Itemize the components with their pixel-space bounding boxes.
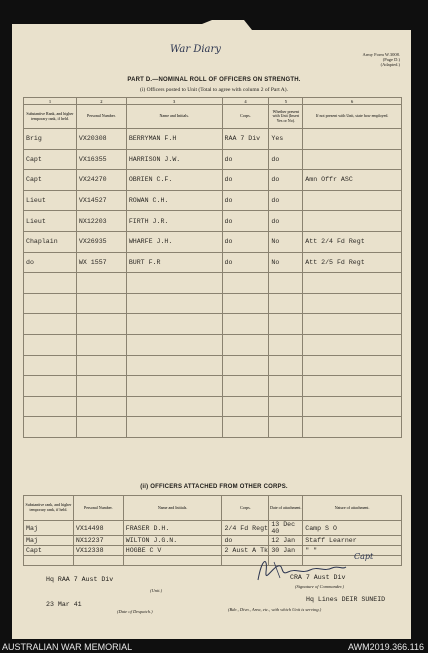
cell-employed [303, 149, 402, 170]
cell-name: WHARFE J.H. [126, 231, 222, 252]
commander-signature [250, 548, 370, 588]
unit-name: Hq RAA 7 Aust Div [46, 576, 114, 583]
cell-corps: do [222, 536, 269, 546]
cell-rank: Brig [24, 129, 77, 150]
cell-date: 12 Jan [269, 536, 303, 546]
part-d-subtitle: (i) Officers posted to Unit (Total to agree with column 2 of Part A). [140, 87, 288, 93]
cell-rank: do [24, 252, 77, 273]
col-header-name: Name and Initials. [123, 496, 222, 521]
table-row [24, 231, 402, 252]
cell-date: 13 Dec 40 [269, 521, 303, 536]
date-caption: (Date of Despatch.) [117, 609, 153, 614]
empty-row [24, 376, 402, 397]
empty-row [24, 314, 402, 335]
cell-number: VX26935 [76, 231, 126, 252]
col-header-corps: Corps. [222, 496, 269, 521]
cell-number: VX24270 [76, 170, 126, 191]
form-number: Army Form W.3008. (Page D.) (Adapted.) [362, 52, 400, 67]
unit-caption: (Unit.) [150, 588, 163, 593]
cell-number: NX12203 [76, 211, 126, 232]
cell-employed [303, 211, 402, 232]
cell-present: do [269, 149, 303, 170]
signature-caption: (Signature of Commander.) [295, 584, 344, 589]
cell-name: BERRYMAN F.H [126, 129, 222, 150]
cell-employed [303, 129, 402, 150]
cell-number: VX16355 [76, 149, 126, 170]
table-row [24, 129, 402, 150]
handwritten-title: War Diary [170, 44, 221, 55]
cell-rank: Maj [24, 521, 74, 536]
cell-date: 30 Jan [269, 546, 303, 556]
cell-nature: Staff Learner [303, 536, 402, 546]
cell-present: No [269, 231, 303, 252]
table-row [24, 536, 402, 546]
cell-name: FIRTH J.R. [126, 211, 222, 232]
col-header-corps: Corps. [222, 105, 269, 129]
despatch-date: 23 Mar 41 [46, 601, 82, 608]
signature-rank: Capt [354, 552, 374, 561]
cell-corps: do [222, 149, 269, 170]
cell-present: No [269, 252, 303, 273]
cell-employed: Att 2/4 Fd Regt [303, 231, 402, 252]
col-number: 6 [303, 98, 402, 105]
col-number: 1 [24, 98, 77, 105]
cell-name: WILTON J.G.N. [123, 536, 222, 546]
cell-rank: Capt [24, 546, 74, 556]
table-row [24, 190, 402, 211]
cell-name: ROWAN C.H. [126, 190, 222, 211]
cell-corps: do [222, 190, 269, 211]
cell-number: VX12338 [73, 546, 123, 556]
cell-rank: Lieut [24, 190, 77, 211]
credit-left: AUSTRALIAN WAR MEMORIAL [2, 642, 133, 652]
part-d-title: PART D.—NOMINAL ROLL OF OFFICERS ON STRENGTH. [127, 77, 301, 83]
col-header-number: Personal Number. [76, 105, 126, 129]
cell-corps: do [222, 211, 269, 232]
cell-present: Yes [269, 129, 303, 150]
cell-corps: 2/4 Fd Regt [222, 521, 269, 536]
col-header-number: Personal Number. [73, 496, 123, 521]
cell-number: VX14527 [76, 190, 126, 211]
cell-rank: Chaplain [24, 231, 77, 252]
location-caption: (Bde., Divn., Area, etc., with which Unit is serving.) [228, 607, 322, 612]
cell-name: FRASER D.H. [123, 521, 222, 536]
part-ii-title: (ii) OFFICERS ATTACHED FROM OTHER CORPS. [140, 484, 288, 490]
col-number: 5 [269, 98, 303, 105]
cell-corps: do [222, 170, 269, 191]
cell-employed: Att 2/5 Fd Regt [303, 252, 402, 273]
empty-row [24, 293, 402, 314]
cell-name: HOGBE C V [123, 546, 222, 556]
cell-number: NX12237 [73, 536, 123, 546]
cell-rank: Maj [24, 536, 74, 546]
table-row [24, 170, 402, 191]
cell-number: WX 1557 [76, 252, 126, 273]
cell-employed: Amn Offr ASC [303, 170, 402, 191]
empty-row [24, 355, 402, 376]
cell-corps: RAA 7 Div [222, 129, 269, 150]
cell-number: VX14498 [73, 521, 123, 536]
col-header-rank: Substantive Rank, and higher temporary rank, if held. [24, 105, 77, 129]
cell-rank: Capt [24, 170, 77, 191]
cell-name: BURT F.R [126, 252, 222, 273]
table-row [24, 211, 402, 232]
col-header-rank: Substantive rank, and higher temporary rank, if held. [24, 496, 74, 521]
column-header-row [24, 496, 402, 521]
credit-right: AWM2019.366.116 [347, 642, 424, 652]
cell-corps: do [222, 231, 269, 252]
col-header-date: Date of attachment. [269, 496, 303, 521]
table-row [24, 149, 402, 170]
cell-nature: " " [303, 546, 402, 556]
empty-row [24, 334, 402, 355]
cell-corps: 2 Aust A Tk [222, 546, 269, 556]
empty-row [24, 396, 402, 417]
cell-present: do [269, 190, 303, 211]
col-number: 3 [126, 98, 222, 105]
column-number-row [24, 98, 402, 105]
cell-name: HARRISON J.W. [126, 149, 222, 170]
empty-row [24, 417, 402, 438]
cell-corps: do [222, 252, 269, 273]
commander-role: CRA 7 Aust Div [290, 574, 346, 581]
col-header-employed: If not present with Unit, state how employed. [303, 105, 402, 129]
empty-row [24, 273, 402, 294]
table-row [24, 252, 402, 273]
col-number: 4 [222, 98, 269, 105]
cell-present: do [269, 211, 303, 232]
col-header-nature: Nature of attachment. [303, 496, 402, 521]
cell-number: VX20308 [76, 129, 126, 150]
cell-rank: Capt [24, 149, 77, 170]
table-row [24, 521, 402, 536]
officers-on-strength-table [23, 97, 402, 438]
cell-rank: Lieut [24, 211, 77, 232]
cell-present: do [269, 170, 303, 191]
cell-name: OBRIEN C.F. [126, 170, 222, 191]
col-header-present: Whether present with Unit (Insert Yes or No). [269, 105, 303, 129]
col-number: 2 [76, 98, 126, 105]
col-header-name: Name and Initials. [126, 105, 222, 129]
column-header-row [24, 105, 402, 129]
cell-nature: Camp S O [303, 521, 402, 536]
cell-employed [303, 190, 402, 211]
unit-location: Hq Lines DEIR SUNEID [306, 596, 386, 603]
